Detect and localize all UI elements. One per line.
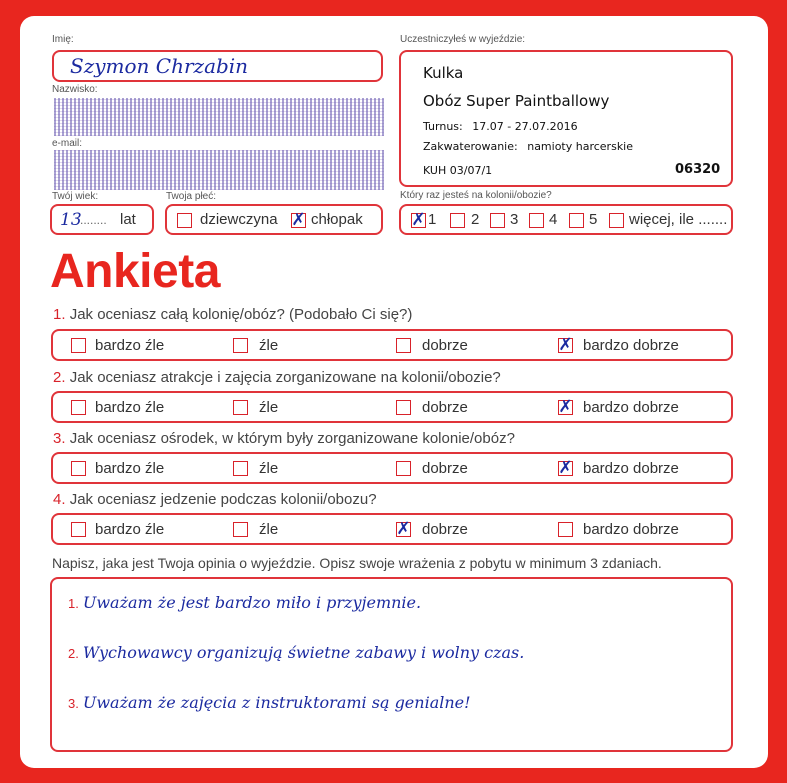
times-option-4: 4: [549, 211, 558, 228]
q4-checkbox-bardzo-zle[interactable]: [71, 522, 86, 537]
participant-name: Kulka: [423, 64, 464, 82]
question-2-text: Jak oceniasz atrakcje i zajęcia zorganizowane na kolonii/obozie?: [69, 369, 501, 386]
plec-checkbox-dziewczyna[interactable]: [177, 213, 192, 228]
turnus-row: [423, 120, 578, 133]
times-checkbox-wiecej[interactable]: [609, 213, 624, 228]
question-3-number: 3.: [53, 430, 66, 447]
q4-option-zle: źle: [259, 521, 279, 538]
opinion-line-1-number: 1.: [68, 596, 79, 611]
imie-handwritten-value: Szymon Chrzabin: [70, 54, 249, 78]
question-4-answers: [51, 513, 733, 545]
participant-number: 06320: [675, 162, 721, 177]
q2-option-zle: źle: [259, 399, 279, 416]
email-redacted: [54, 150, 384, 190]
q3-option-dobrze: dobrze: [422, 460, 468, 477]
q3-checkbox-zle[interactable]: [233, 461, 248, 476]
opinion-line-1: [68, 593, 421, 612]
q1-option-bardzo-zle: bardzo źle: [95, 337, 165, 354]
zakwaterowanie-row: [423, 140, 633, 153]
q1-checkbox-bardzo-dobrze[interactable]: [558, 335, 573, 355]
q3-checkbox-bardzo-zle[interactable]: [71, 461, 86, 476]
question-4-number: 4.: [53, 491, 66, 508]
times-option-wiecej: więcej, ile .......: [629, 211, 728, 228]
times-option-3: 3: [510, 211, 519, 228]
q1-checkbox-zle[interactable]: [233, 338, 248, 353]
participant-code: KUH 03/07/1: [423, 164, 493, 177]
check-mark-icon: ✗: [558, 397, 573, 417]
q4-checkbox-bardzo-dobrze[interactable]: [558, 522, 573, 537]
q4-option-dobrze: dobrze: [422, 521, 468, 538]
plec-checkbox-chlopak[interactable]: [291, 210, 306, 230]
turnus-label: Turnus:: [423, 120, 463, 133]
times-field: [399, 204, 733, 235]
q3-option-zle: źle: [259, 460, 279, 477]
q2-checkbox-zle[interactable]: [233, 400, 248, 415]
opinion-prompt: Napisz, jaka jest Twoja opinia o wyjeździe. Opisz swoje wrażenia z pobytu w minimum 3 zdaniach.: [52, 555, 662, 571]
question-3: [53, 430, 515, 447]
wiek-handwritten-value: 13: [60, 210, 82, 230]
check-mark-icon: ✗: [558, 335, 573, 355]
question-4: [53, 491, 377, 508]
opinion-line-3: [68, 693, 471, 712]
check-mark-icon: ✗: [411, 210, 426, 230]
times-checkbox-4[interactable]: [529, 213, 544, 228]
plec-option-dziewczyna: dziewczyna: [200, 211, 278, 228]
times-option-2: 2: [471, 211, 480, 228]
nazwisko-label: Nazwisko:: [52, 84, 98, 95]
check-mark-icon: ✗: [558, 458, 573, 478]
q2-option-bardzo-dobrze: bardzo dobrze: [583, 399, 679, 416]
question-2-number: 2.: [53, 369, 66, 386]
question-2-answers: [51, 391, 733, 423]
wiek-dots: ........: [80, 213, 107, 227]
q3-checkbox-bardzo-dobrze[interactable]: [558, 458, 573, 478]
times-option-1: 1: [428, 211, 437, 228]
question-1: [53, 306, 412, 323]
survey-title: Ankieta: [50, 245, 220, 298]
wiek-label: Twój wiek:: [52, 191, 99, 202]
q1-checkbox-bardzo-zle[interactable]: [71, 338, 86, 353]
form-card: [20, 16, 768, 768]
plec-field: [165, 204, 383, 235]
imie-label: Imię:: [52, 34, 74, 45]
question-2: [53, 369, 501, 386]
imie-field[interactable]: [52, 50, 383, 82]
q2-option-dobrze: dobrze: [422, 399, 468, 416]
check-mark-icon: ✗: [291, 210, 306, 230]
times-option-5: 5: [589, 211, 598, 228]
wiek-unit: lat: [120, 211, 136, 228]
q3-option-bardzo-zle: bardzo źle: [95, 460, 165, 477]
participant-box: [399, 50, 733, 187]
question-1-answers: [51, 329, 733, 361]
q1-checkbox-dobrze[interactable]: [396, 338, 411, 353]
opinion-textarea[interactable]: [50, 577, 733, 752]
times-checkbox-3[interactable]: [490, 213, 505, 228]
plec-option-chlopak: chłopak: [311, 211, 363, 228]
plec-label: Twoja płeć:: [166, 191, 217, 202]
question-1-text: Jak oceniasz całą kolonię/obóz? (Podobało Ci się?): [69, 306, 413, 323]
q1-option-zle: źle: [259, 337, 279, 354]
q1-option-dobrze: dobrze: [422, 337, 468, 354]
times-checkbox-2[interactable]: [450, 213, 465, 228]
q1-option-bardzo-dobrze: bardzo dobrze: [583, 337, 679, 354]
q2-option-bardzo-zle: bardzo źle: [95, 399, 165, 416]
opinion-line-2-text: Wychowawcy organizują świetne zabawy i wolny czas.: [82, 643, 525, 662]
question-3-text: Jak oceniasz ośrodek, w którym były zorganizowane kolonie/obóz?: [69, 430, 515, 447]
participant-camp: Obóz Super Paintballowy: [423, 92, 610, 110]
opinion-line-2: [68, 643, 524, 662]
times-label: Który raz jesteś na kolonii/obozie?: [400, 190, 552, 201]
opinion-line-2-number: 2.: [68, 646, 79, 661]
zakwaterowanie-value: namioty harcerskie: [527, 140, 634, 153]
opinion-line-3-text: Uważam że zajęcia z instruktorami są genialne!: [82, 693, 471, 712]
turnus-value: 17.07 - 27.07.2016: [472, 120, 578, 133]
opinion-line-3-number: 3.: [68, 696, 79, 711]
q4-option-bardzo-dobrze: bardzo dobrze: [583, 521, 679, 538]
q2-checkbox-bardzo-dobrze[interactable]: [558, 397, 573, 417]
q2-checkbox-dobrze[interactable]: [396, 400, 411, 415]
nazwisko-redacted: [54, 98, 384, 136]
q4-checkbox-zle[interactable]: [233, 522, 248, 537]
q4-checkbox-dobrze[interactable]: [396, 519, 411, 539]
question-4-text: Jak oceniasz jedzenie podczas kolonii/obozu?: [69, 491, 377, 508]
question-1-number: 1.: [53, 306, 66, 323]
q3-option-bardzo-dobrze: bardzo dobrze: [583, 460, 679, 477]
times-checkbox-1[interactable]: [411, 210, 426, 230]
email-label: e-mail:: [52, 138, 83, 149]
opinion-line-1-text: Uważam że jest bardzo miło i przyjemnie.: [82, 593, 422, 612]
times-checkbox-5[interactable]: [569, 213, 584, 228]
check-mark-icon: ✗: [396, 519, 411, 539]
question-3-answers: [51, 452, 733, 484]
q2-checkbox-bardzo-zle[interactable]: [71, 400, 86, 415]
wiek-field[interactable]: [50, 204, 154, 235]
q3-checkbox-dobrze[interactable]: [396, 461, 411, 476]
participant-label: Uczestniczyłeś w wyjeździe:: [400, 34, 526, 45]
zakwaterowanie-label: Zakwaterowanie:: [423, 140, 518, 153]
q4-option-bardzo-zle: bardzo źle: [95, 521, 165, 538]
